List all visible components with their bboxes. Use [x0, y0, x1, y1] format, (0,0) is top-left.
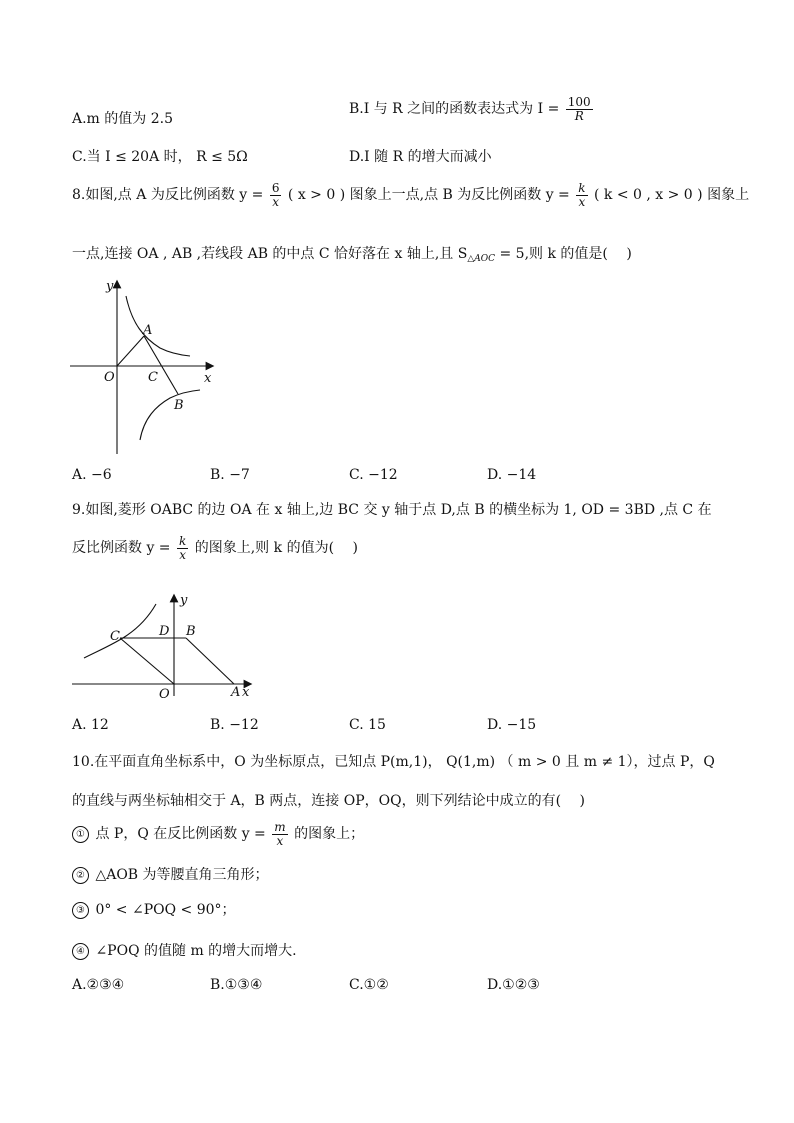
q9-segment-co [120, 638, 174, 684]
q10-statement-3 [72, 899, 236, 919]
q10-mark-1: ① [72, 826, 89, 843]
q10-option-d: D.①②③ [487, 977, 540, 993]
q8-option-a: A. −6 [72, 467, 112, 483]
q10-option-c: C.①② [349, 977, 389, 993]
q9-figure [70, 590, 260, 700]
q8-line1-b: ( x > 0 ) 图象上一点,点 B 为反比例函数 y = [287, 187, 570, 204]
q10-s1-a: 点 P，Q 在反比例函数 y = [95, 826, 266, 843]
q9-fraction [177, 535, 188, 561]
q8-segment-oa [117, 336, 144, 366]
q8-frac1-num: 6 [271, 181, 280, 195]
q8-frac2-num: k [578, 181, 586, 195]
q9-frac-num: k [179, 534, 187, 548]
q8-curve-negative [140, 390, 200, 440]
q10-mark-4: ④ [72, 943, 89, 960]
q8-curve-positive [126, 296, 190, 356]
q7-option-d: D.I 随 R 的增大而减小 [349, 149, 492, 165]
q10-statement-4 [72, 940, 297, 960]
q8-frac2-den: x [578, 194, 586, 209]
q9-line2-b: 的图象上,则 k 的值为( ) [194, 540, 358, 557]
q8-frac1-den: x [272, 194, 280, 209]
q10-s2-text: △AOB 为等腰直角三角形； [95, 867, 269, 883]
q7-option-a: A.m 的值为 2.5 [72, 111, 174, 127]
q9-line-1: 9.如图,菱形 OABC 的边 OA 在 x 轴上,边 BC 交 y 轴于点 D,点 B 的横坐标为 1, OD = 3BD ,点 C 在 [72, 502, 712, 518]
q9-label-c: C [110, 629, 120, 644]
q8-line-2 [72, 243, 632, 264]
q8-line1-c: ( k < 0 , x > 0 ) 图象上 [593, 187, 750, 204]
q9-label-y: y [180, 593, 188, 608]
q7-option-b-fraction [566, 96, 593, 122]
q8-line2-text: 一点,连接 OA , AB ,若线段 AB 的中点 C 恰好落在 x 轴上,且 S [72, 246, 468, 262]
q10-line-1: 10.在平面直角坐标系中，O 为坐标原点，已知点 P(m,1)， Q(1,m) （ m > 0 且 m ≠ 1），过点 P，Q [72, 754, 715, 770]
q10-s3-text: 0° < ∠POQ < 90°； [95, 902, 236, 918]
q10-s1-fraction [272, 821, 287, 847]
q8-label-x: x [204, 371, 212, 386]
q9-option-c: C. 15 [349, 717, 386, 733]
q10-line-2: 的直线与两坐标轴相交于 A，B 两点，连接 OP，OQ，则下列结论中成立的有( ) [72, 793, 585, 809]
q9-option-d: D. −15 [487, 717, 537, 733]
q9-frac-den: x [179, 547, 187, 562]
q10-s1-den: x [276, 833, 284, 848]
q10-s1-b: 的图象上； [294, 826, 365, 843]
q8-line1-a: 8.如图,点 A 为反比例函数 y = [72, 187, 264, 204]
q9-label-x: x [242, 685, 250, 700]
q8-label-c: C [148, 370, 158, 385]
q8-label-a: A [143, 323, 153, 338]
q9-label-a: A [231, 685, 241, 700]
q8-fraction-2 [576, 182, 587, 208]
q10-s1-num: m [274, 820, 286, 834]
q9-option-b: B. −12 [210, 717, 259, 733]
q7-option-b-text: B.I 与 R 之间的函数表达式为 I = [349, 101, 560, 118]
q10-mark-3: ③ [72, 902, 89, 919]
q9-line2-a: 反比例函数 y = [72, 540, 171, 557]
q8-fraction-1 [270, 182, 282, 208]
q8-segment-ab [144, 336, 178, 394]
q7-frac-num: 100 [567, 95, 591, 109]
q9-segment-ba [186, 638, 234, 684]
q9-label-o: O [159, 687, 170, 700]
q8-figure [70, 278, 220, 458]
q7-frac-den: R [574, 108, 584, 123]
q9-line-2 [72, 535, 358, 561]
q8-line-1 [72, 182, 749, 208]
q9-curve [84, 604, 156, 658]
q8-area-subscript: △AOC [467, 254, 496, 264]
q10-s4-text: ∠POQ 的值随 m 的增大而增大. [95, 943, 297, 959]
q8-label-y: y [106, 279, 114, 294]
q8-line2-end: = 5,则 k 的值是( ) [495, 246, 632, 262]
q8-option-b: B. −7 [210, 467, 250, 483]
q10-option-b: B.①③④ [210, 977, 263, 993]
q8-option-c: C. −12 [349, 467, 398, 483]
q10-option-a: A.②③④ [72, 977, 125, 993]
q8-label-o: O [104, 370, 115, 385]
q10-statement-2 [72, 864, 269, 884]
q7-option-b [349, 96, 595, 122]
q9-label-d: D [159, 624, 170, 639]
q10-statement-1 [72, 821, 364, 847]
q9-label-b: B [186, 624, 196, 639]
q7-option-c: C.当 I ≤ 20A 时， R ≤ 5Ω [72, 149, 248, 165]
q10-mark-2: ② [72, 867, 89, 884]
q8-option-d: D. −14 [487, 467, 537, 483]
q9-option-a: A. 12 [72, 717, 109, 733]
q8-label-b: B [174, 398, 184, 413]
